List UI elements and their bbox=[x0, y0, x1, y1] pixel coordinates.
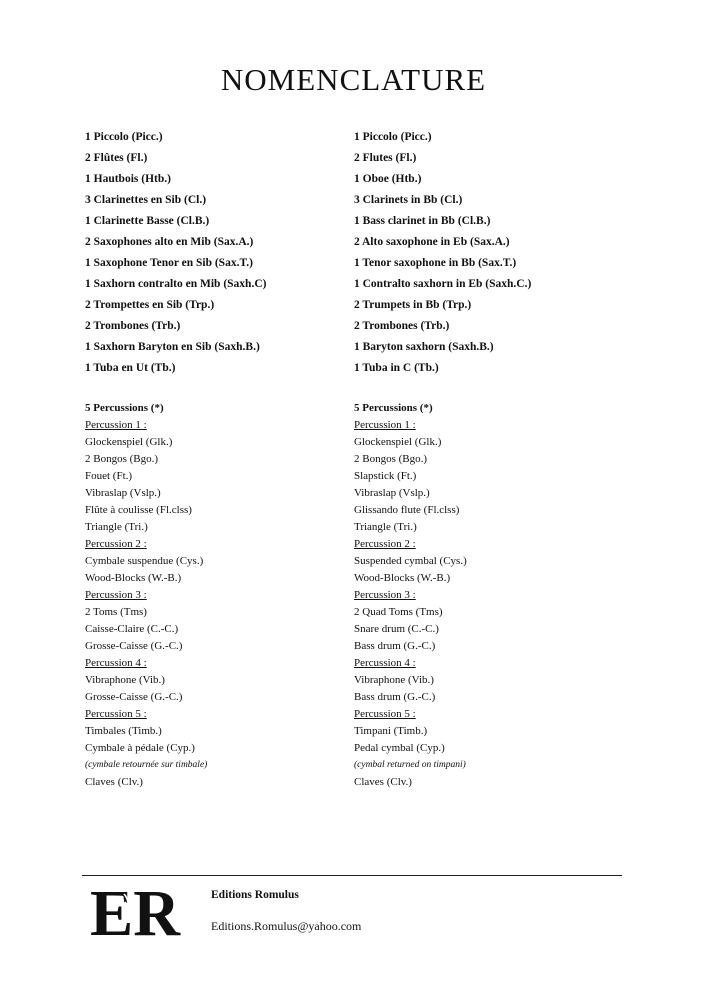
percussion-item: 2 Bongos (Bgo.) bbox=[85, 453, 159, 465]
percussion-item: Flûte à coulisse (Fl.clss) bbox=[85, 504, 192, 516]
percussion-item: Suspended cymbal (Cys.) bbox=[354, 555, 467, 567]
percussion-section-label: Percussion 5 : bbox=[85, 708, 147, 720]
percussion-item: 2 Bongos (Bgo.) bbox=[354, 453, 428, 465]
spacer bbox=[85, 379, 266, 400]
percussion-heading: 5 Percussions (*) bbox=[354, 402, 433, 414]
percussion-note: (cymbal returned on timpani) bbox=[354, 760, 466, 770]
instrument-line: 2 Trumpets in Bb (Trp.) bbox=[354, 299, 472, 311]
percussion-item: Pedal cymbal (Cyp.) bbox=[354, 742, 445, 754]
instrument-line: 2 Flutes (Fl.) bbox=[354, 152, 417, 164]
percussion-item: Vibraslap (Vslp.) bbox=[85, 487, 161, 499]
percussion-item: Vibraphone (Vib.) bbox=[85, 674, 165, 686]
instrument-list-fr bbox=[85, 127, 266, 379]
percussion-section-label: Percussion 2 : bbox=[354, 538, 416, 550]
percussion-item: Timbales (Timb.) bbox=[85, 725, 162, 737]
percussion-section-label: Percussion 1 : bbox=[354, 419, 416, 431]
percussion-item: Grosse-Caisse (G.-C.) bbox=[85, 691, 183, 703]
instrument-line: 2 Trompettes en Sib (Trp.) bbox=[85, 299, 215, 311]
instrument-line: 1 Piccolo (Picc.) bbox=[354, 131, 432, 143]
instrument-line: 1 Contralto saxhorn in Eb (Saxh.C.) bbox=[354, 278, 532, 290]
english-column bbox=[354, 127, 531, 791]
page-title: NOMENCLATURE bbox=[220, 62, 487, 97]
instrument-line: 2 Saxophones alto en Mib (Sax.A.) bbox=[85, 236, 254, 248]
percussion-item: Glissando flute (Fl.clss) bbox=[354, 504, 460, 516]
percussion-list-en bbox=[354, 400, 531, 791]
spacer bbox=[354, 379, 531, 400]
percussion-item: Cymbale suspendue (Cys.) bbox=[85, 555, 204, 567]
instrument-line: 1 Bass clarinet in Bb (Cl.B.) bbox=[354, 215, 491, 227]
instrument-line: 3 Clarinets in Bb (Cl.) bbox=[354, 194, 463, 206]
percussion-item: Bass drum (G.-C.) bbox=[354, 691, 436, 703]
percussion-item: 2 Toms (Tms) bbox=[85, 606, 147, 618]
instrument-line: 1 Oboe (Htb.) bbox=[354, 173, 422, 185]
publisher-name: Editions Romulus bbox=[211, 889, 299, 901]
percussion-item: Caisse-Claire (C.-C.) bbox=[85, 623, 179, 635]
percussion-item: Bass drum (G.-C.) bbox=[354, 640, 436, 652]
instrument-line: 1 Saxophone Tenor en Sib (Sax.T.) bbox=[85, 257, 253, 269]
percussion-item: Cymbale à pédale (Cyp.) bbox=[85, 742, 195, 754]
percussion-item: Claves (Clv.) bbox=[85, 776, 143, 788]
percussion-section-label: Percussion 4 : bbox=[354, 657, 416, 669]
instrument-line: 1 Tenor saxophone in Bb (Sax.T.) bbox=[354, 257, 517, 269]
percussion-item: Wood-Blocks (W.-B.) bbox=[354, 572, 451, 584]
percussion-item: Timpani (Timb.) bbox=[354, 725, 428, 737]
instrument-line: 2 Flûtes (Fl.) bbox=[85, 152, 148, 164]
instrument-line: 1 Baryton saxhorn (Saxh.B.) bbox=[354, 341, 494, 353]
percussion-section-label: Percussion 4 : bbox=[85, 657, 147, 669]
percussion-item: Slapstick (Ft.) bbox=[354, 470, 417, 482]
footer-divider bbox=[82, 875, 622, 876]
percussion-section-label: Percussion 2 : bbox=[85, 538, 147, 550]
instrument-line: 1 Clarinette Basse (Cl.B.) bbox=[85, 215, 210, 227]
percussion-item: Grosse-Caisse (G.-C.) bbox=[85, 640, 183, 652]
percussion-item: Triangle (Tri.) bbox=[354, 521, 417, 533]
percussion-list-fr bbox=[85, 400, 266, 791]
instrument-list-en bbox=[354, 127, 531, 379]
instrument-line: 1 Piccolo (Picc.) bbox=[85, 131, 163, 143]
instrument-line: 1 Saxhorn contralto en Mib (Saxh.C) bbox=[85, 278, 267, 290]
percussion-item: Glockenspiel (Glk.) bbox=[85, 436, 173, 448]
percussion-item: Wood-Blocks (W.-B.) bbox=[85, 572, 182, 584]
instrument-line: 2 Trombones (Trb.) bbox=[85, 320, 181, 332]
percussion-item: Fouet (Ft.) bbox=[85, 470, 133, 482]
percussion-item: Vibraslap (Vslp.) bbox=[354, 487, 430, 499]
percussion-section-label: Percussion 3 : bbox=[85, 589, 147, 601]
percussion-heading: 5 Percussions (*) bbox=[85, 402, 164, 414]
instrument-line: 1 Tuba en Ut (Tb.) bbox=[85, 362, 176, 374]
french-column bbox=[85, 127, 266, 791]
percussion-item: Snare drum (C.-C.) bbox=[354, 623, 439, 635]
percussion-section-label: Percussion 1 : bbox=[85, 419, 147, 431]
logo-letters: ER bbox=[90, 880, 182, 938]
instrument-line: 2 Trombones (Trb.) bbox=[354, 320, 450, 332]
instrument-line: 1 Hautbois (Htb.) bbox=[85, 173, 171, 185]
percussion-section-label: Percussion 5 : bbox=[354, 708, 416, 720]
percussion-item: 2 Quad Toms (Tms) bbox=[354, 606, 443, 618]
percussion-item: Triangle (Tri.) bbox=[85, 521, 148, 533]
percussion-item: Claves (Clv.) bbox=[354, 776, 412, 788]
percussion-item: Vibraphone (Vib.) bbox=[354, 674, 434, 686]
percussion-note: (cymbale retournée sur timbale) bbox=[85, 760, 208, 770]
instrument-line: 2 Alto saxophone in Eb (Sax.A.) bbox=[354, 236, 510, 248]
publisher-email: Editions.Romulus@yahoo.com bbox=[211, 919, 362, 933]
instrument-line: 3 Clarinettes en Sib (Cl.) bbox=[85, 194, 207, 206]
instrument-line: 1 Tuba in C (Tb.) bbox=[354, 362, 439, 374]
percussion-section-label: Percussion 3 : bbox=[354, 589, 416, 601]
publisher-logo bbox=[88, 880, 184, 938]
instrument-line: 1 Saxhorn Baryton en Sib (Saxh.B.) bbox=[85, 341, 260, 353]
percussion-item: Glockenspiel (Glk.) bbox=[354, 436, 442, 448]
